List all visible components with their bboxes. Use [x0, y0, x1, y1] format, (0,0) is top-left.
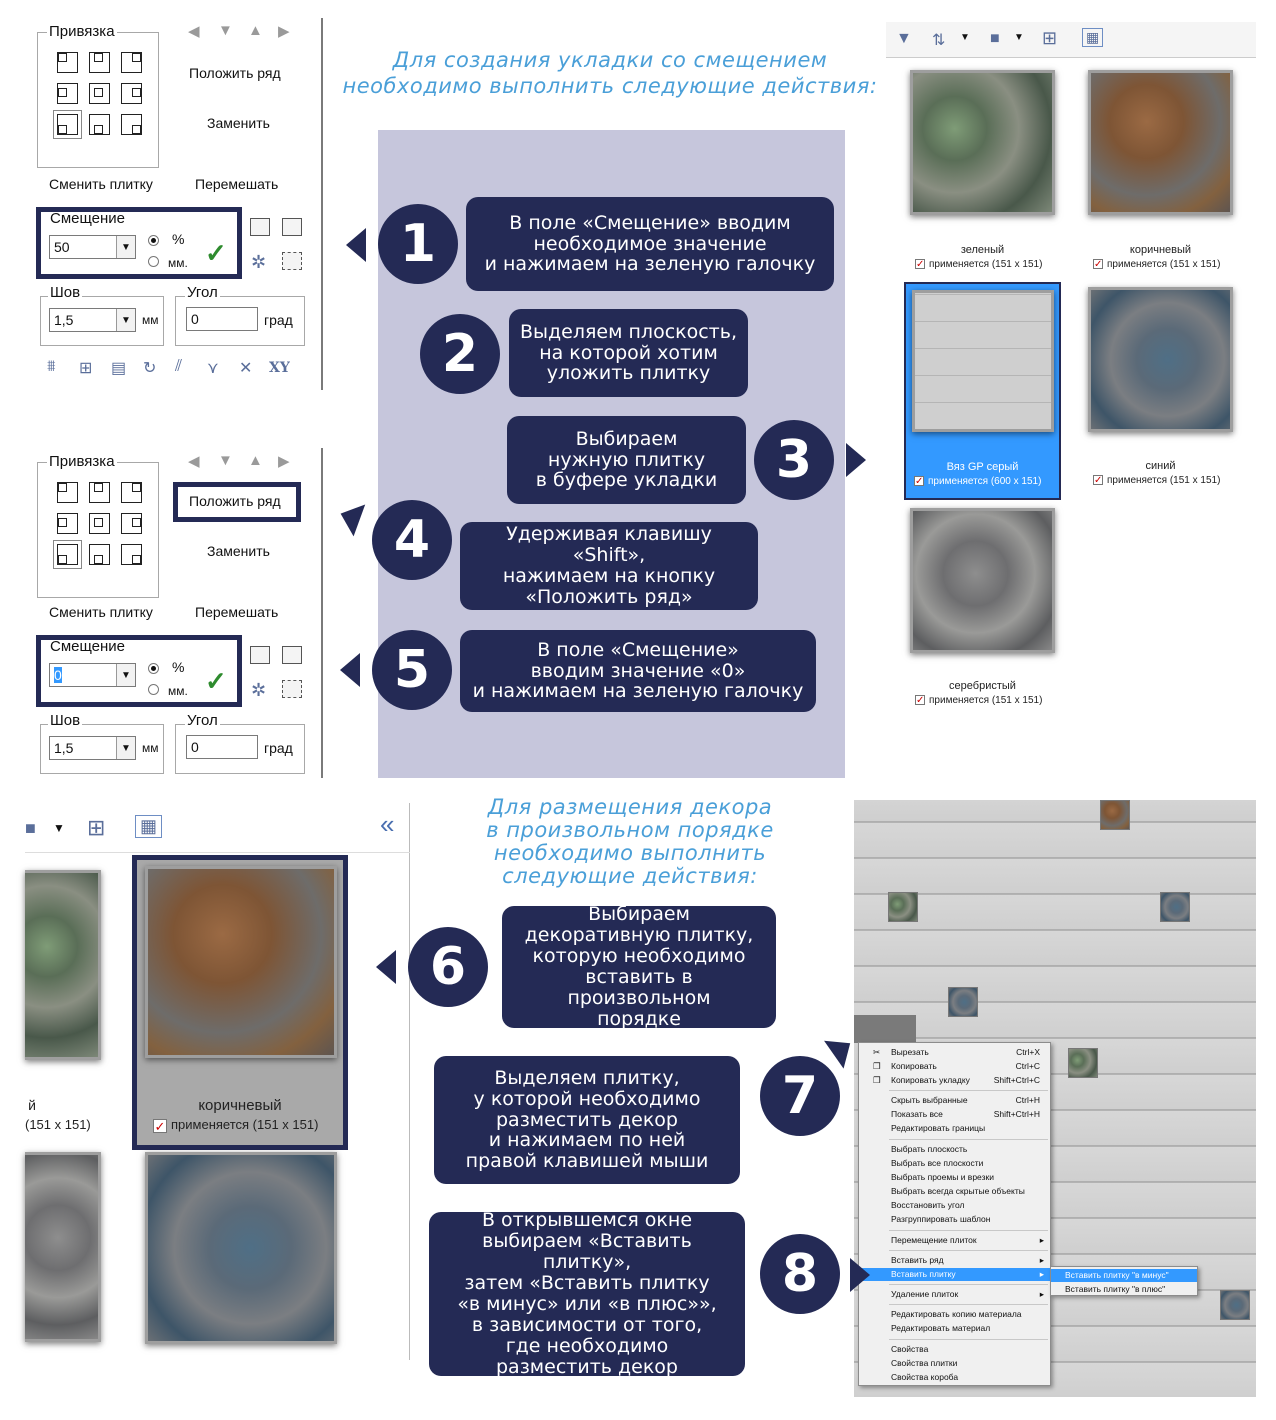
step-8-box: В открывшемся окне выбираем «Вставить плитку», затем «Вставить плитку «в минус» или «в плюс»», в зависимости от того, где необходимо разместить декор — [429, 1212, 745, 1376]
menu-item-copy-layout[interactable]: ❐ Копировать укладку Shift+Ctrl+C — [873, 1075, 1040, 1085]
partial-tile-name: й — [28, 1097, 36, 1113]
shuffle-button[interactable]: Перемешать — [195, 176, 279, 192]
offset-legend: Смещение — [50, 210, 126, 227]
arrow-up-icon[interactable]: ▲ — [248, 452, 263, 469]
tile-blue-status: ✓ применяется (151 x 151) — [1094, 475, 1221, 487]
chevron-down-icon[interactable]: ▼ — [960, 32, 970, 43]
tile-green-status: ✓ применяется (151 x 151) — [916, 259, 1043, 271]
submenu-arrow-icon: ▸ — [1039, 1235, 1044, 1245]
chevron-down-icon[interactable]: ▼ — [116, 664, 135, 686]
chevron-down-icon[interactable]: ▼ — [116, 737, 135, 759]
seam-combo[interactable] — [49, 308, 136, 332]
tile-brown-status: ✓ применяется (151 x 151) — [1094, 259, 1221, 271]
menu-item-delete-tiles[interactable]: Удаление плиток ▸ — [891, 1289, 1044, 1299]
decor-tile[interactable] — [1220, 1290, 1250, 1320]
arrow-right-icon[interactable]: ▶ — [278, 23, 290, 40]
menu-item-cut[interactable]: ✂ Вырезать Ctrl+X — [873, 1047, 1040, 1057]
unit-percent-label: % — [172, 659, 185, 675]
tile-blue-large[interactable] — [145, 1152, 337, 1344]
tile-silver-status: ✓ применяется (151 x 151) — [916, 695, 1043, 707]
selected-floor-tile[interactable] — [854, 1015, 916, 1043]
xy-icon[interactable]: XY — [269, 360, 290, 376]
snap-middle-left-button[interactable] — [57, 513, 78, 534]
seam-combo[interactable] — [49, 736, 136, 760]
menu-item-hide-selected[interactable]: Скрыть выбранные Ctrl+H — [891, 1095, 1040, 1105]
grid-icon[interactable]: ⊞ — [1042, 28, 1058, 48]
step-3-box: Выбираем нужную плитку в буфере укладки — [507, 416, 746, 504]
step-6-box: Выбираем декоративную плитку, которую необходимо вставить в произвольном порядке — [502, 906, 776, 1028]
tile-brown-preview — [145, 866, 337, 1058]
step-7-box: Выделяем плитку, у которой необходимо разместить декор и нажимаем по ней правой клавишей мыши — [434, 1056, 740, 1184]
tile-green-name: зеленый — [960, 244, 1005, 256]
panel-icon[interactable]: ▦ — [135, 815, 162, 838]
view-icon[interactable]: ■ — [25, 818, 36, 838]
seam-unit: мм — [142, 313, 159, 327]
step-8-badge: 8 — [760, 1234, 840, 1314]
menu-item-properties[interactable]: Свойства — [891, 1344, 929, 1354]
tile-brown[interactable] — [1088, 70, 1233, 215]
menu-item-select-openings[interactable]: Выбрать проемы и врезки — [891, 1172, 994, 1182]
decor-tile[interactable] — [1068, 1048, 1098, 1078]
filter-icon[interactable]: ▼ — [896, 30, 912, 47]
tile-tool-panel-1 — [27, 18, 323, 390]
angle-legend: Угол — [187, 284, 218, 301]
snap-legend: Привязка — [49, 23, 115, 40]
snap-middle-right-button[interactable] — [121, 513, 142, 534]
decor-tile[interactable] — [888, 892, 918, 922]
snap-middle-left-button[interactable] — [57, 83, 78, 104]
shuffle-button[interactable]: Перемешать — [195, 604, 279, 620]
angle-input[interactable]: 0 — [186, 735, 258, 759]
gear-icon[interactable]: ✲ — [251, 680, 267, 700]
step-5-pointer-icon — [340, 653, 360, 687]
offset-title: Для создания укладки со смещением необходимо выполнить следующие действия: — [342, 48, 878, 99]
align-icon[interactable]: ⩩ — [47, 358, 56, 375]
seam-legend: Шов — [50, 712, 81, 729]
snap-bottom-left-button[interactable] — [57, 544, 78, 565]
menu-item-edit-borders[interactable]: Редактировать границы — [891, 1123, 986, 1133]
seam-value: 1,5 — [54, 740, 74, 756]
menu-item-select-all-planes[interactable]: Выбрать все плоскости — [891, 1158, 984, 1168]
menu-separator — [889, 1139, 1048, 1140]
tile-elm-name: Вяз GP серый — [946, 461, 1019, 473]
diagonal-icon[interactable]: ⫽ — [175, 358, 183, 375]
unit-mm-label: мм. — [168, 684, 188, 698]
step-3-badge: 3 — [754, 420, 834, 500]
arrow-left-icon[interactable]: ◀ — [188, 453, 200, 470]
applied-checkbox[interactable]: ✓ — [916, 695, 925, 707]
menu-item-box-properties[interactable]: Свойства короба — [891, 1372, 959, 1382]
step-1-badge: 1 — [378, 204, 458, 284]
menu-item-insert-row[interactable]: Вставить ряд ▸ — [891, 1255, 1044, 1265]
offset-value: 0 — [54, 667, 62, 683]
tile-green[interactable] — [910, 70, 1055, 215]
offset-value: 50 — [54, 239, 70, 255]
snap-bottom-left-button[interactable] — [57, 114, 78, 135]
decor-tile[interactable] — [1160, 892, 1190, 922]
step-4-box: Удерживая клавишу «Shift», нажимаем на кнопку «Положить ряд» — [460, 522, 758, 610]
chevron-down-icon[interactable]: ▼ — [53, 821, 65, 835]
menu-item-copy[interactable]: ❐ Копировать Ctrl+C — [873, 1061, 1040, 1071]
decor-tile[interactable] — [1100, 800, 1130, 830]
arrow-down-icon[interactable]: ▼ — [218, 452, 233, 469]
tile-silver[interactable] — [910, 508, 1055, 653]
step-7-badge: 7 — [760, 1056, 840, 1136]
scissors-icon: ✂ — [873, 1047, 881, 1057]
partial-tile-status: (151 x 151) — [25, 1117, 91, 1132]
step-2-box: Выделяем плоскость, на которой хотим уложить плитку — [509, 309, 748, 397]
change-tile-button[interactable]: Сменить плитку — [49, 176, 153, 192]
submenu-arrow-icon: ▸ — [1039, 1255, 1044, 1265]
tile-silver-partial[interactable] — [25, 1152, 101, 1342]
snap-middle-right-button[interactable] — [121, 83, 142, 104]
change-tile-button[interactable]: Сменить плитку — [49, 604, 153, 620]
snap-bottom-right-button[interactable] — [121, 544, 142, 565]
tile-elm-preview — [912, 290, 1054, 432]
grid-icon[interactable]: ⊞ — [87, 815, 106, 840]
applied-checkbox[interactable]: ✓ — [916, 259, 925, 271]
snap-center-button[interactable] — [89, 513, 110, 534]
menu-item-restore-angle[interactable]: Восстановить угол — [891, 1200, 965, 1210]
step-8-pointer-icon — [850, 1258, 870, 1292]
offset-highlight-2 — [36, 635, 242, 707]
applied-checkbox[interactable]: ✓ — [1094, 259, 1103, 271]
menu-separator — [889, 1230, 1048, 1231]
tile-silver-name: серебристый — [949, 680, 1016, 692]
snap-bottom-right-button[interactable] — [121, 114, 142, 135]
menu-item-edit-material-copy[interactable]: Редактировать копию материала — [891, 1309, 1022, 1319]
menu-item-insert-plus[interactable]: Вставить плитку "в плюс" — [1065, 1284, 1166, 1294]
menu-item-move-tiles[interactable]: Перемещение плиток ▸ — [891, 1235, 1044, 1245]
frame-icon[interactable] — [282, 252, 302, 270]
step-1-box: В поле «Смещение» вводим необходимое значение и нажимаем на зеленую галочку — [466, 197, 834, 291]
tile-brown-sel-name: коричневый — [198, 1097, 282, 1114]
lay-row-highlight — [173, 482, 301, 522]
frame-icon[interactable] — [282, 680, 302, 698]
rows-icon[interactable] — [282, 646, 302, 664]
lay-row-button[interactable]: Положить ряд — [189, 65, 281, 81]
menu-item-tile-properties[interactable]: Свойства плитки — [891, 1358, 958, 1368]
menu-separator — [889, 1339, 1048, 1340]
collapse-icon[interactable]: « — [380, 809, 395, 839]
menu-item-select-plane[interactable]: Выбрать плоскость — [891, 1144, 968, 1154]
snap-bottom-center-button[interactable] — [89, 544, 110, 565]
snap-legend: Привязка — [49, 453, 115, 470]
copy-icon: ❐ — [873, 1061, 881, 1071]
snap-top-left-button[interactable] — [57, 482, 78, 503]
snap-top-center-button[interactable] — [89, 52, 110, 73]
tile-elm-status: ✓ применяется (600 x 151) — [915, 476, 1042, 488]
grid-align-icon[interactable]: ⊞ — [79, 360, 93, 377]
chevron-down-icon[interactable]: ▼ — [116, 236, 135, 258]
view-icon[interactable]: ■ — [990, 30, 1000, 47]
replace-button[interactable]: Заменить — [207, 115, 270, 131]
step-1-pointer-icon — [346, 228, 366, 262]
applied-checkbox[interactable]: ✓ — [154, 1118, 166, 1134]
angle-unit: град — [264, 312, 293, 328]
submenu-arrow-icon: ▸ — [1039, 1289, 1044, 1299]
lay-row-button[interactable]: Положить ряд — [189, 493, 281, 509]
seam-value: 1,5 — [54, 312, 74, 328]
snap-top-right-button[interactable] — [121, 482, 142, 503]
submenu-arrow-icon: ▸ — [1039, 1269, 1044, 1279]
angle-unit: град — [264, 740, 293, 756]
angle-input[interactable]: 0 — [186, 307, 258, 331]
snap-top-center-button[interactable] — [89, 482, 110, 503]
apply-check-icon[interactable]: ✓ — [205, 666, 227, 696]
arrow-left-icon[interactable]: ◀ — [188, 23, 200, 40]
table-icon[interactable]: ▤ — [111, 360, 127, 377]
step-5-box: В поле «Смещение» вводим значение «0» и нажимаем на зеленую галочку — [460, 630, 816, 712]
unit-mm-label: мм. — [168, 256, 188, 270]
menu-item-select-hidden[interactable]: Выбрать всегда скрытые объекты — [891, 1186, 1025, 1196]
insert-tile-submenu — [1050, 1266, 1198, 1296]
decor-title: Для размещения декора в произвольном порядке необходимо выполнить следующие действия: — [486, 795, 774, 888]
context-menu — [858, 1042, 1051, 1386]
mirror-icon[interactable]: ⋎ — [207, 360, 219, 377]
chevron-down-icon[interactable]: ▼ — [116, 309, 135, 331]
snap-top-left-button[interactable] — [57, 52, 78, 73]
step-6-pointer-icon — [376, 950, 396, 984]
arrow-right-icon[interactable]: ▶ — [278, 453, 290, 470]
tile-green-partial[interactable] — [25, 870, 101, 1060]
menu-item-ungroup-template[interactable]: Разгруппировать шаблон — [891, 1214, 991, 1224]
step-2-badge: 2 — [420, 314, 500, 394]
snap-center-button[interactable] — [89, 83, 110, 104]
applied-checkbox[interactable]: ✓ — [1094, 475, 1103, 487]
buffer-toolbar — [886, 22, 1256, 58]
rows-icon[interactable] — [282, 218, 302, 236]
step-3-pointer-icon — [846, 443, 866, 477]
menu-item-show-all[interactable]: Показать все Shift+Ctrl+H — [891, 1109, 1040, 1119]
offset-highlight-1 — [36, 207, 242, 279]
layout-icon[interactable] — [250, 218, 270, 236]
unit-percent-label: % — [172, 231, 185, 247]
rotate-icon[interactable]: ↻ — [143, 360, 157, 377]
menu-separator — [889, 1304, 1048, 1305]
menu-item-insert-minus[interactable]: Вставить плитку "в минус" — [1051, 1269, 1197, 1282]
panel-icon[interactable]: ▦ — [1082, 28, 1103, 47]
menu-separator — [889, 1250, 1048, 1251]
tile-brown-name: коричневый — [1129, 244, 1192, 256]
seam-legend: Шов — [50, 284, 81, 301]
applied-checkbox[interactable]: ✓ — [915, 476, 924, 488]
snap-bottom-center-button[interactable] — [89, 114, 110, 135]
arrow-down-icon[interactable]: ▼ — [218, 22, 233, 39]
gear-icon[interactable]: ✲ — [251, 252, 267, 272]
buffer-toolbar-2 — [25, 803, 410, 853]
seam-unit: мм — [142, 741, 159, 755]
sort-icon[interactable]: ⇅ — [932, 32, 946, 49]
replace-button[interactable]: Заменить — [207, 543, 270, 559]
layout-icon[interactable] — [250, 646, 270, 664]
chevron-down-icon[interactable]: ▼ — [1014, 32, 1024, 43]
menu-item-insert-tile[interactable]: Вставить плитку ▸ — [859, 1268, 1050, 1281]
tile-blue[interactable] — [1088, 287, 1233, 432]
step-4-pointer-icon — [335, 498, 365, 537]
menu-separator — [889, 1284, 1048, 1285]
step-6-badge: 6 — [408, 927, 488, 1007]
menu-item-edit-material[interactable]: Редактировать материал — [891, 1323, 991, 1333]
step-5-badge: 5 — [372, 630, 452, 710]
apply-check-icon[interactable]: ✓ — [205, 238, 227, 268]
tile-blue-name: синий — [1145, 460, 1176, 472]
copy-icon: ❐ — [873, 1075, 881, 1085]
angle-legend: Угол — [187, 712, 218, 729]
step-4-badge: 4 — [372, 500, 452, 580]
cross-icon[interactable]: ✕ — [239, 360, 253, 377]
snap-top-right-button[interactable] — [121, 52, 142, 73]
offset-legend: Смещение — [50, 638, 126, 655]
menu-separator — [889, 1090, 1048, 1091]
arrow-up-icon[interactable]: ▲ — [248, 22, 263, 39]
tile-brown-sel-status: ✓ применяется (151 x 151) — [154, 1117, 319, 1134]
decor-tile[interactable] — [948, 987, 978, 1017]
